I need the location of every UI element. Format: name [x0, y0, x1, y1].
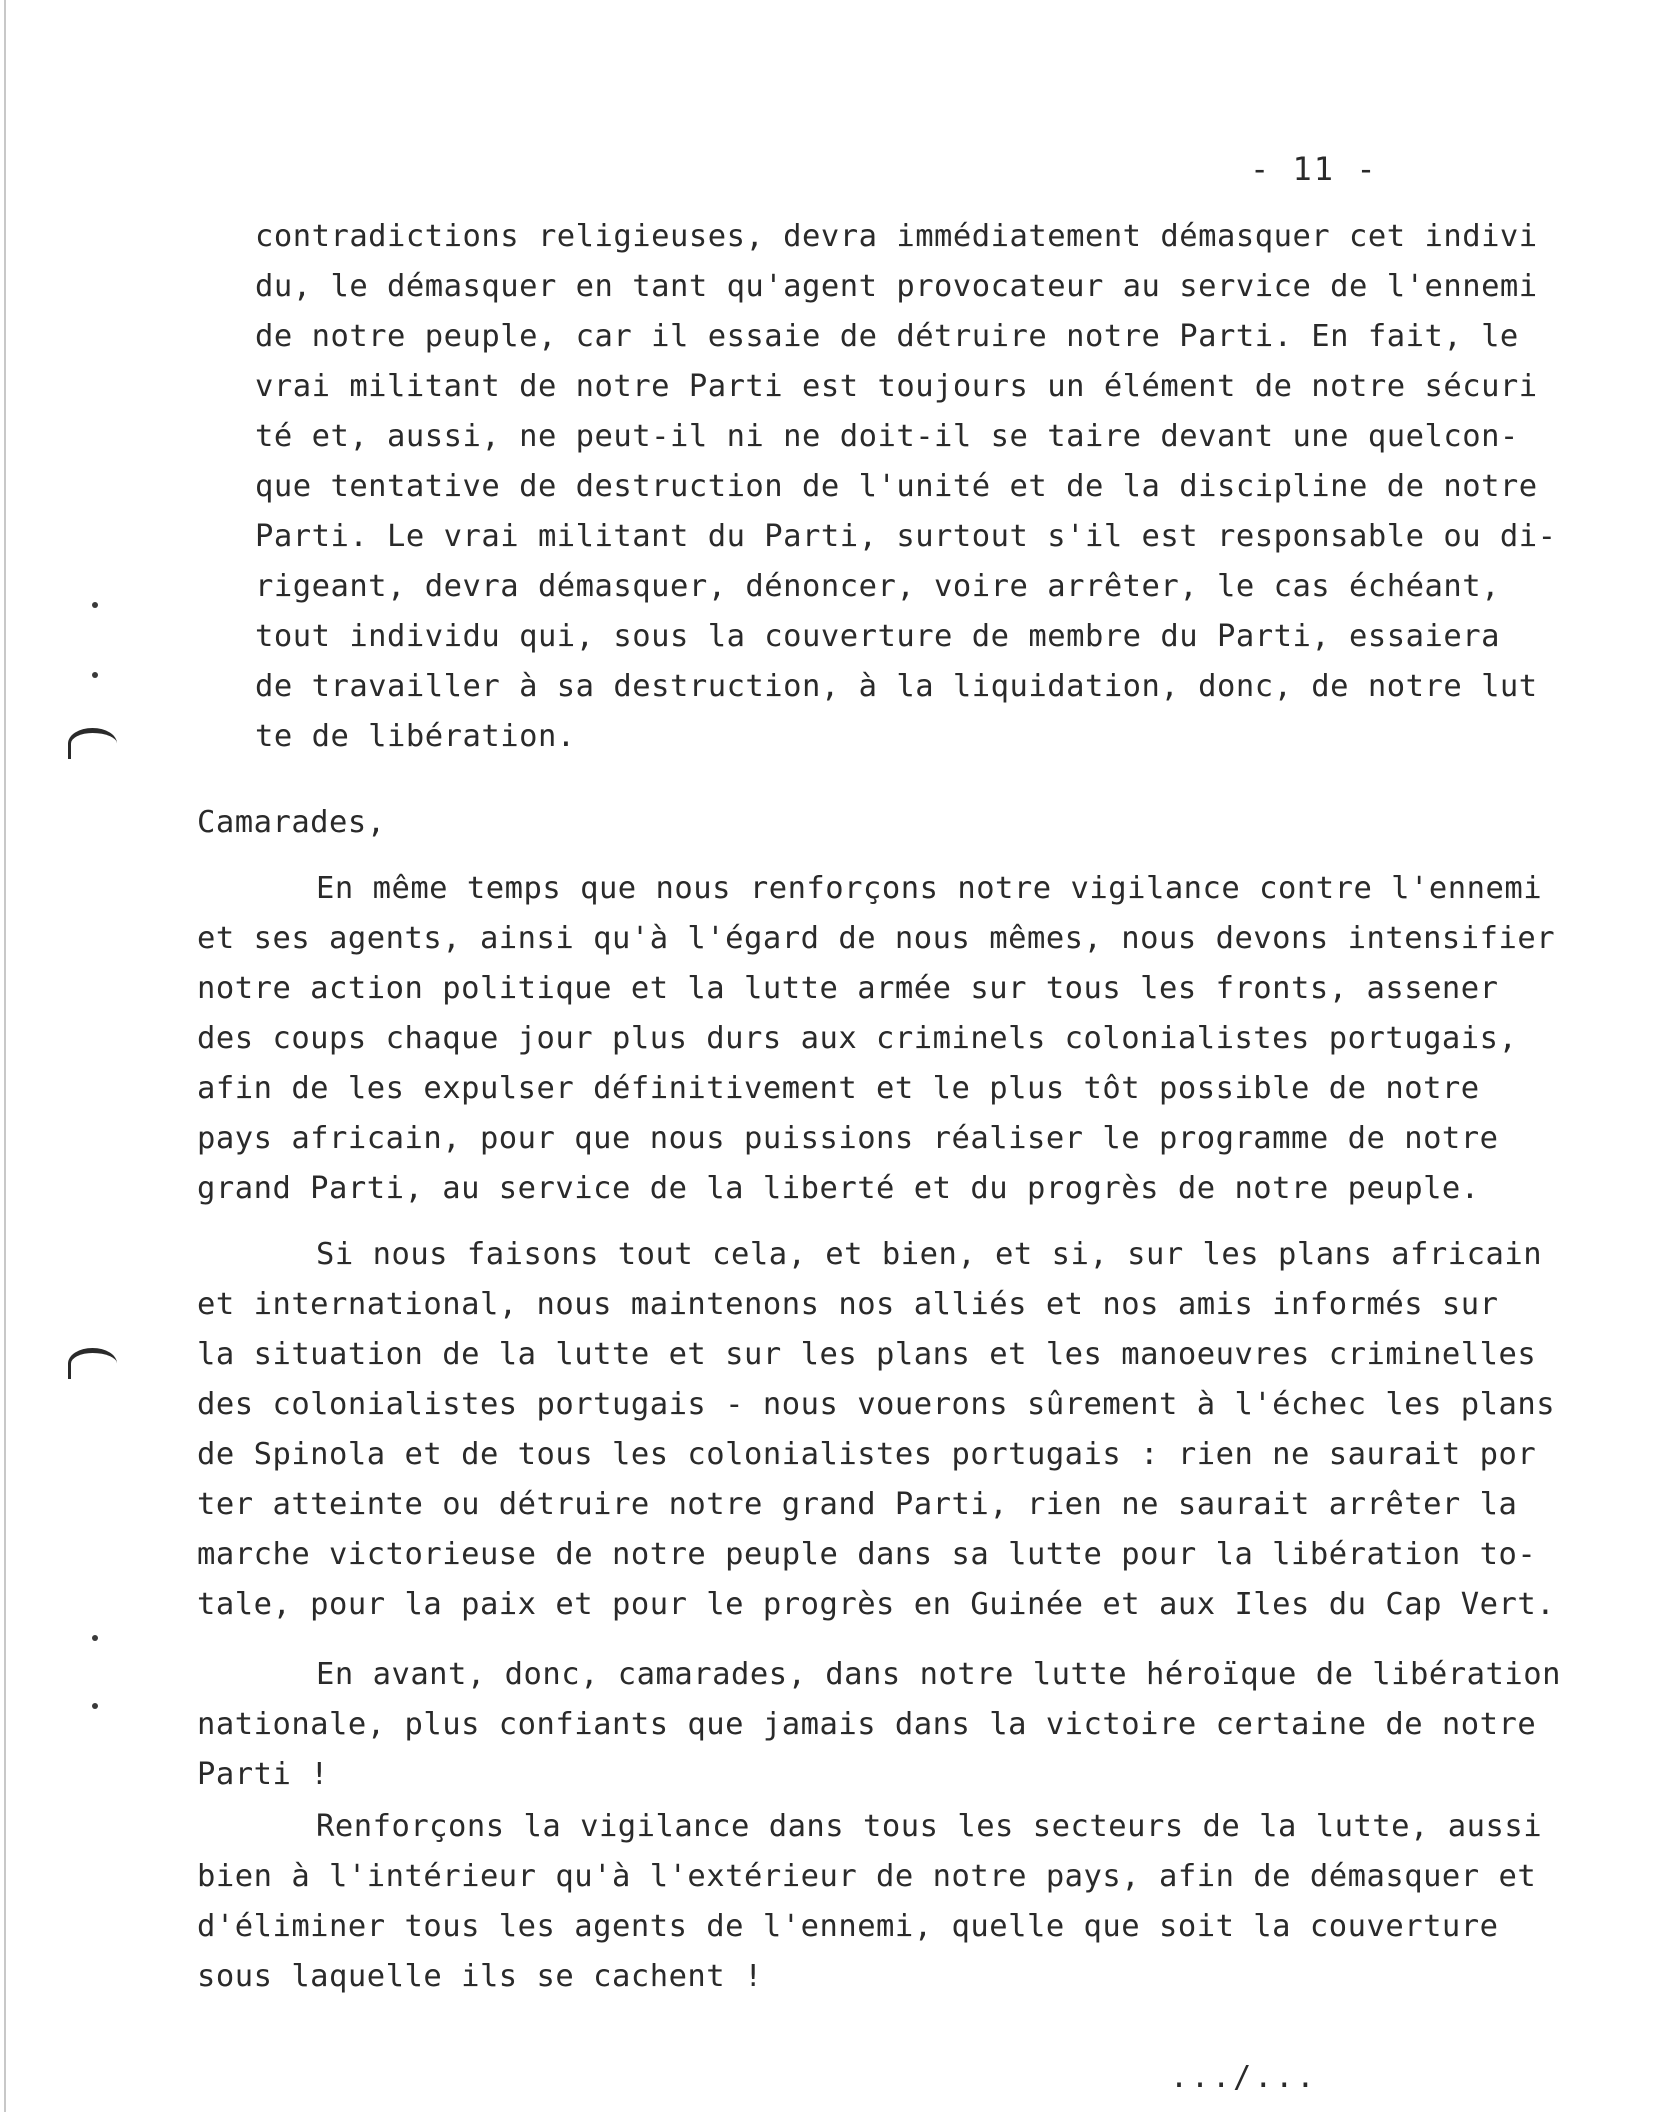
text-line: rigeant, devra démasquer, dénoncer, voire arrêter, le cas échéant,	[255, 569, 1500, 604]
binder-hole-mark	[92, 1635, 98, 1641]
text-line: sous laquelle ils se cachent !	[197, 1959, 763, 1994]
binder-hole-mark	[92, 672, 98, 678]
text-line: de travailler à sa destruction, à la liquidation, donc, de notre lut	[255, 669, 1538, 704]
page-number: - 11 -	[1250, 150, 1378, 188]
text-line: bien à l'intérieur qu'à l'extérieur de notre pays, afin de démasquer et	[197, 1859, 1537, 1894]
text-line: ter atteinte ou détruire notre grand Parti, rien ne saurait arrêter la	[197, 1487, 1518, 1522]
text-line: et international, nous maintenons nos alliés et nos amis informés sur	[197, 1287, 1499, 1322]
text-line: Parti. Le vrai militant du Parti, surtout s'il est responsable ou di-	[255, 519, 1557, 554]
text-line: En avant, donc, camarades, dans notre lutte héroïque de libération	[316, 1657, 1561, 1692]
text-line: des colonialistes portugais - nous vouerons sûrement à l'échec les plans	[197, 1387, 1556, 1422]
text-line: En même temps que nous renforçons notre vigilance contre l'ennemi	[316, 871, 1543, 906]
text-line: pays africain, pour que nous puissions réaliser le programme de notre	[197, 1121, 1499, 1156]
text-line: du, le démasquer en tant qu'agent provocateur au service de l'ennemi	[255, 269, 1538, 304]
text-line: Parti !	[197, 1757, 330, 1792]
text-line: que tentative de destruction de l'unité et de la discipline de notre	[255, 469, 1538, 504]
text-line: té et, aussi, ne peut-il ni ne doit-il se taire devant une quelcon-	[255, 419, 1519, 454]
text-line: Si nous faisons tout cela, et bien, et si, sur les plans africain	[316, 1237, 1543, 1272]
text-line: te de libération.	[255, 719, 576, 754]
salutation: Camarades,	[197, 805, 386, 840]
text-line: la situation de la lutte et sur les plans et les manoeuvres criminelles	[197, 1337, 1537, 1372]
text-line: de Spinola et de tous les colonialistes portugais : rien ne saurait por	[197, 1437, 1537, 1472]
text-line: notre action politique et la lutte armée sur tous les fronts, assener	[197, 971, 1499, 1006]
binder-hole-mark	[92, 1703, 98, 1709]
text-line: tale, pour la paix et pour le progrès en Guinée et aux Iles du Cap Vert.	[197, 1587, 1556, 1622]
text-line: afin de les expulser définitivement et le plus tôt possible de notre	[197, 1071, 1480, 1106]
text-line: et ses agents, ainsi qu'à l'égard de nous mêmes, nous devons intensifier	[197, 921, 1556, 956]
text-line: grand Parti, au service de la liberté et du progrès de notre peuple.	[197, 1171, 1480, 1206]
text-line: vrai militant de notre Parti est toujours un élément de notre sécuri	[255, 369, 1538, 404]
scan-margin-line	[4, 0, 6, 2112]
text-line: des coups chaque jour plus durs aux criminels colonialistes portugais,	[197, 1021, 1518, 1056]
text-line: contradictions religieuses, devra immédiatement démasquer cet indivi	[255, 219, 1538, 254]
text-line: de notre peuple, car il essaie de détruire notre Parti. En fait, le	[255, 319, 1519, 354]
text-line: Renforçons la vigilance dans tous les secteurs de la lutte, aussi	[316, 1809, 1543, 1844]
binder-hole-mark	[92, 602, 98, 608]
continuation-marker: .../...	[1170, 2060, 1318, 2095]
text-line: nationale, plus confiants que jamais dans la victoire certaine de notre	[197, 1707, 1537, 1742]
binder-ring-mark	[68, 728, 117, 759]
binder-ring-mark	[68, 1348, 117, 1379]
text-line: marche victorieuse de notre peuple dans sa lutte pour la libération to-	[197, 1537, 1537, 1572]
text-line: d'éliminer tous les agents de l'ennemi, quelle que soit la couverture	[197, 1909, 1499, 1944]
text-line: tout individu qui, sous la couverture de membre du Parti, essaiera	[255, 619, 1500, 654]
